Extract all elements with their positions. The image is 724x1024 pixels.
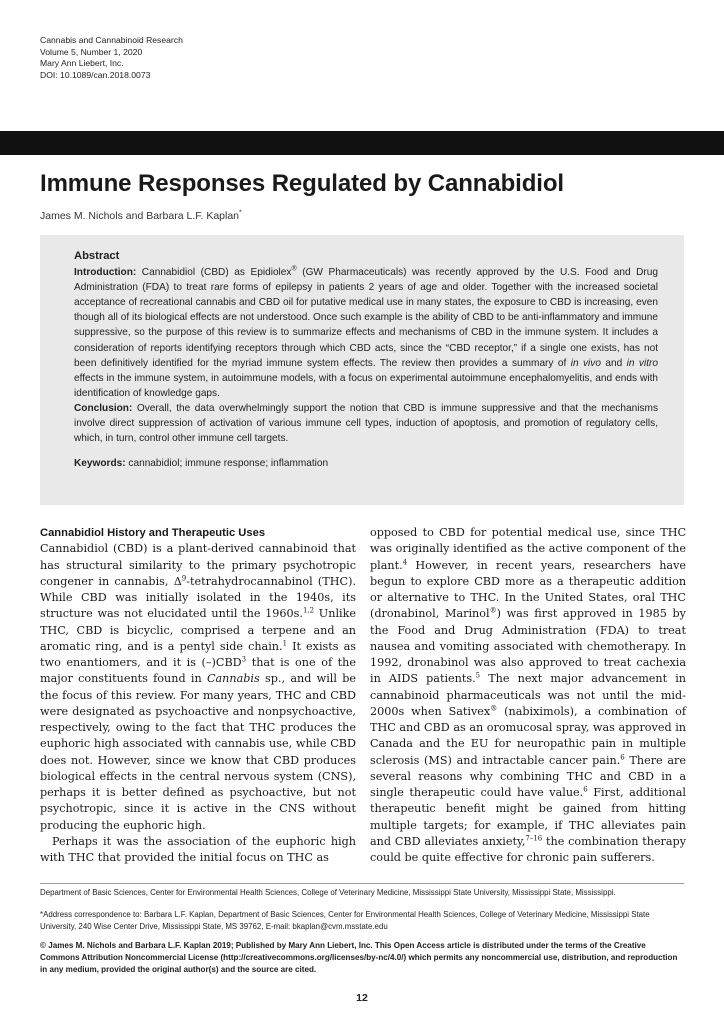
text-run: the <box>635 688 654 702</box>
authors <box>40 210 242 222</box>
body-column-left <box>40 525 356 866</box>
text-run <box>570 689 577 702</box>
intro-text-3: effects in the immune system, in autoimmune models, with a focus on experimental autoimmune encephalomyelitis, and ends with identification of knowledge gaps. <box>74 372 658 399</box>
text-run: component <box>586 542 650 556</box>
keywords-label: Keywords: <box>74 458 126 470</box>
registered-mark: ® <box>291 265 297 273</box>
citation: 6 <box>620 752 625 761</box>
text-run: In <box>504 591 517 604</box>
text-run: the <box>143 834 162 848</box>
text-run <box>533 559 541 572</box>
text-run: in <box>622 737 634 751</box>
text-run: mid-2000s <box>370 688 686 718</box>
text-run: States, <box>588 591 628 604</box>
intro-text-1: Cannabidiol (CBD) as Epidiolex <box>136 267 292 279</box>
text-run: (FDA) <box>595 623 630 637</box>
text-run: example, <box>496 818 548 832</box>
text-run: CBD <box>474 574 500 588</box>
text-run: as <box>510 542 524 556</box>
text-run: to <box>587 656 599 669</box>
text-run: begun <box>370 574 406 588</box>
abstract-heading: Abstract <box>74 250 120 262</box>
text-run: single <box>370 786 404 799</box>
text-run: of <box>653 542 664 556</box>
text-run <box>629 624 638 637</box>
article-title: Immune Responses Regulated by Cannabidiol <box>40 170 564 197</box>
text-run: use, <box>597 526 621 539</box>
text-run: provided <box>124 851 175 864</box>
text-run <box>541 689 548 702</box>
text-run: combination <box>568 834 639 848</box>
journal-name: Cannabis and Cannabinoid Research <box>40 35 183 45</box>
text-run: have <box>516 786 544 799</box>
text-run: several <box>370 769 411 783</box>
text-run: approved <box>528 656 583 669</box>
text-run: active <box>548 542 583 556</box>
affiliation: Department of Basic Sciences, Center for Environmental Health Sciences, College of Veterinary Medicine, Mississippi State University, Mississippi State, Mississippi. <box>40 883 684 897</box>
text-run: First, <box>593 786 624 799</box>
text-run: opposed <box>370 526 418 539</box>
text-run: CBD <box>628 769 654 783</box>
page-number: 12 <box>356 992 368 1004</box>
text-run <box>418 672 426 685</box>
text-run: in <box>675 721 687 734</box>
intro-and: and <box>600 357 627 369</box>
p1-text-c: Unlike THC, CBD is bicyclic, comprised a terpene and an aromatic ring, and is a pentyl side chain. <box>40 607 356 653</box>
text-run: Canada <box>370 737 413 751</box>
text-run: a <box>679 769 687 783</box>
in-vitro-term: in vitro <box>626 357 659 369</box>
text-run: chronic <box>526 851 569 864</box>
p1-text-b: -tetrahydrocannabinol (THC). While CBD was initially isolated in the 1940s, its structure was not elucidated until the 1960s. <box>40 574 357 621</box>
text-run: since <box>625 526 655 539</box>
text-run: THC <box>370 721 396 734</box>
text-run: oromucosal <box>486 721 553 734</box>
text-run: not <box>576 688 596 702</box>
citation: 1 <box>282 639 288 648</box>
text-run: with <box>40 851 65 864</box>
text-run: of <box>235 834 247 848</box>
body-column-right <box>370 525 686 866</box>
text-run: Sativex <box>448 704 491 718</box>
text-run: dronabinol <box>407 656 469 669</box>
text-run: CBD <box>439 526 465 539</box>
intro-label: Introduction: <box>74 267 137 279</box>
text-run: next <box>517 672 543 686</box>
text-run: therapeutic <box>568 574 635 588</box>
text-run: in <box>621 607 633 621</box>
text-run: also <box>500 656 524 669</box>
text-run: for <box>506 851 523 864</box>
text-run <box>493 624 502 637</box>
abstract-introduction <box>74 265 658 401</box>
text-run <box>553 802 563 815</box>
text-run: with <box>557 639 583 653</box>
text-run: nausea <box>370 639 411 653</box>
text-run: ) <box>496 607 501 621</box>
p1-text-e: that is one of the major constituents found in <box>40 656 356 686</box>
text-run: The <box>488 672 510 686</box>
citation: 4 <box>402 557 408 566</box>
text-run: reasons <box>418 769 463 783</box>
abstract-box <box>40 235 684 505</box>
text-run: explore <box>426 574 470 588</box>
body-paragraph-1 <box>40 541 356 834</box>
text-run: treat <box>658 623 686 637</box>
text-run: treat <box>603 656 632 669</box>
text-run: the <box>251 834 271 848</box>
keywords-text: cannabidiol; immune response; inflammation <box>125 458 329 470</box>
text-run: United <box>544 591 584 604</box>
body-paragraph-2 <box>40 834 356 867</box>
text-run: plant. <box>370 558 403 572</box>
text-run: originally <box>395 542 450 556</box>
text-run: a <box>556 574 564 588</box>
text-run: was <box>506 607 529 621</box>
text-run: for <box>474 818 491 832</box>
text-run: the <box>667 542 686 556</box>
text-run: the <box>446 737 465 751</box>
text-run: pain. <box>592 753 621 767</box>
text-run: combination <box>598 704 669 718</box>
section-heading: Cannabidiol History and Therapeutic Uses <box>40 527 266 539</box>
text-run <box>388 624 397 637</box>
text-run: There <box>629 753 663 767</box>
text-run: if <box>554 818 563 832</box>
text-run: could <box>370 851 401 864</box>
author-names: James M. Nichols and Barbara L.F. Kaplan <box>40 210 240 222</box>
text-run: Drug <box>464 623 493 637</box>
text-run: chemotherapy. <box>586 639 671 653</box>
text-run: are <box>667 753 686 767</box>
text-run: in <box>370 672 381 686</box>
text-run <box>529 802 539 815</box>
text-run: value. <box>549 786 584 799</box>
text-run: (nabiximols), <box>504 704 578 718</box>
text-run: initial <box>199 851 233 864</box>
text-run <box>593 770 600 783</box>
text-run: as <box>453 721 466 734</box>
text-run: approved <box>618 721 672 734</box>
text-run <box>493 770 500 783</box>
text-run: for <box>494 737 511 751</box>
text-run: THC <box>660 526 687 539</box>
text-run: alleviates <box>424 834 479 848</box>
text-run: benefit <box>445 802 486 816</box>
text-run: (dronabinol, <box>370 607 440 621</box>
text-run: euphoric <box>275 834 326 848</box>
text-run: pain <box>572 851 598 864</box>
text-run <box>488 559 496 572</box>
text-run: why <box>469 769 493 783</box>
text-run: pain <box>661 818 686 832</box>
text-run: potential <box>491 526 543 539</box>
text-run: addition <box>639 574 687 588</box>
text-run: the <box>546 834 565 848</box>
text-run: by <box>672 607 686 621</box>
text-run: Food <box>397 623 426 637</box>
citation: 6 <box>583 785 588 794</box>
text-run <box>436 802 446 815</box>
text-run <box>425 624 434 637</box>
text-run: multiple <box>639 737 687 751</box>
text-run: was <box>116 834 139 848</box>
text-run: and <box>370 834 392 848</box>
p1-text-f: sp., and will be the focus of this review. For many years, THC and CBD were designated as psychoactive and nonpsychoactive, respectively, owing to the fact that THC produces the euphoric high associated with cannabis use, while CBD does not. However, since we know that CBD produces biological effects in the central nervous system (CNS), perhaps it is better defined as psychoactive, but not psychotropic, since it is active in the CNS without producing the euphoric high. <box>40 672 356 832</box>
text-run: to <box>410 574 422 588</box>
text-run: THC <box>660 591 686 604</box>
text-run: multiple <box>370 818 417 832</box>
text-run: the <box>521 591 540 604</box>
text-run: Perhaps <box>52 834 98 848</box>
text-run: focus <box>236 851 267 864</box>
text-run: association <box>167 834 231 848</box>
text-run: AIDS <box>388 672 419 686</box>
journal-volume: Volume 5, Number 1, 2020 <box>40 46 143 57</box>
text-run <box>651 559 659 572</box>
text-run: In <box>674 639 687 653</box>
text-run <box>485 802 495 815</box>
body-paragraph-2-continued <box>370 525 686 866</box>
text-run: recent <box>496 558 533 572</box>
abstract-content <box>74 249 658 471</box>
citation: 7–16 <box>525 834 543 843</box>
text-run: Marinol <box>444 607 490 621</box>
text-run <box>381 672 389 685</box>
text-run: for <box>470 526 487 539</box>
text-run: and <box>599 769 621 783</box>
text-run: major <box>550 672 584 686</box>
text-run: was <box>592 721 615 734</box>
text-run: spray, <box>556 721 590 734</box>
text-run: have <box>659 558 687 572</box>
text-run: THC <box>68 851 95 864</box>
text-run: neuropathic <box>516 737 586 751</box>
text-run: or <box>370 591 383 604</box>
text-run: gained <box>562 802 602 816</box>
text-run: targets; <box>423 818 468 832</box>
text-run <box>638 802 648 815</box>
text-run: researchers <box>583 558 651 572</box>
text-run: and <box>399 721 421 734</box>
author-mark: * <box>239 209 242 217</box>
conclusion-text: Overall, the data overwhelmingly support the notion that CBD is immune suppressive and that the mechanisms involve direct suppression of activation of various immune cell types, induction of apoptosis, and promotion of regulatory cells, which, in turn, control other immune cell targets. <box>74 402 658 445</box>
text-run: hitting <box>648 802 687 816</box>
text-run <box>462 770 469 783</box>
text-run: therapeutic <box>409 786 476 799</box>
text-run <box>586 624 595 637</box>
text-run: that <box>97 851 121 864</box>
text-run <box>455 624 464 637</box>
text-run: combining <box>499 769 560 783</box>
text-run: and <box>434 623 456 637</box>
delta-superscript: 9 <box>181 574 187 583</box>
abstract-conclusion <box>74 401 658 446</box>
text-run: the <box>370 623 389 637</box>
text-run: EU <box>470 737 489 751</box>
text-run <box>649 624 658 637</box>
text-run: could <box>480 786 512 799</box>
text-run: CBD <box>423 721 450 734</box>
p1-text-d: It exists as two enantiomers, and it is (–)CBD <box>40 639 356 669</box>
text-run: cancer <box>549 753 588 767</box>
text-run: THC. <box>470 591 500 604</box>
text-run: a <box>584 704 592 718</box>
text-run: be <box>404 851 419 864</box>
text-run: was <box>547 688 570 702</box>
text-run <box>480 672 488 685</box>
text-run: high <box>330 834 356 848</box>
text-run: more <box>505 574 535 588</box>
citation: 5 <box>475 671 481 680</box>
license-notice: © James M. Nichols and Barbara L.F. Kaplan 2019; Published by Mary Ann Liebert, Inc. This Open Access article is distributed under the terms of the Creative Commons Attribution Noncommercial License (http://creativecommons.org/licenses/by-nc/4.0/) which permits any noncommercial use, distribution, and reproduction in any medium, provided the original author(s) and the source are cited. <box>40 941 678 974</box>
text-run: to <box>638 623 650 637</box>
text-run: (MS) <box>424 753 452 767</box>
p2-text-a <box>40 835 356 864</box>
citation: 1,2 <box>302 606 315 615</box>
registered-mark: ® <box>490 704 498 713</box>
text-run: years, <box>540 558 576 572</box>
p1-text-a: Cannabidiol (CBD) is a plant-derived cannabinoid that has structural similarity to the primary psychotropic congener in cannabis, Δ <box>40 542 356 588</box>
text-run: from <box>611 802 639 816</box>
text-run: when <box>411 704 442 718</box>
registered-mark: ® <box>489 606 497 615</box>
text-run: identified <box>453 542 507 556</box>
text-run: cachexia <box>636 656 687 669</box>
text-run: until <box>602 688 629 702</box>
text-run: was <box>473 656 496 669</box>
text-run <box>654 689 661 702</box>
text-run: effective <box>454 851 503 864</box>
text-run: and <box>414 639 436 653</box>
text-run: therapeutic <box>370 802 436 816</box>
text-run: was <box>370 542 392 556</box>
text-run: therapy <box>642 834 687 848</box>
text-run: vomiting <box>439 639 490 653</box>
text-run: as <box>539 574 552 588</box>
citation: 3 <box>241 655 247 664</box>
text-run: sufferers. <box>600 851 655 864</box>
text-run: an <box>469 721 484 734</box>
text-run: sclerosis <box>370 753 420 767</box>
text-run: cannabinoid <box>370 688 440 702</box>
text-run <box>442 705 449 718</box>
conclusion-label: Conclusion: <box>74 402 133 414</box>
cannabis-term: Cannabis <box>206 672 260 686</box>
header-bar <box>0 131 724 155</box>
text-run: of <box>675 704 687 718</box>
text-run: alleviates <box>601 818 655 832</box>
text-run: on <box>269 851 284 864</box>
text-run: pharmaceuticals <box>446 688 541 702</box>
text-run: to <box>453 591 466 604</box>
text-run: be <box>538 802 553 816</box>
text-run: in <box>476 558 488 572</box>
text-run: the <box>177 851 197 864</box>
text-run: additional <box>629 786 686 799</box>
text-run: Administration <box>501 623 587 637</box>
text-run: approved <box>563 607 617 621</box>
text-run: However, <box>415 558 469 572</box>
text-run <box>559 770 566 783</box>
text-run: 1992, <box>370 656 403 669</box>
text-run: alternative <box>387 591 449 604</box>
text-run: advancement <box>591 672 668 686</box>
text-run <box>469 559 477 572</box>
text-run <box>667 672 675 685</box>
text-run: first <box>534 607 558 621</box>
text-run: medical <box>547 526 592 539</box>
text-run: pain <box>591 737 617 751</box>
journal-publisher: Mary Ann Liebert, Inc. <box>40 58 124 69</box>
text-run: and <box>456 753 478 767</box>
intro-text-2: (GW Pharmaceuticals) was recently approved by the U.S. Food and Drug Administration (FDA) to treat rare forms of epilepsy in patients 2 years of age and older. Together with the increased societal acceptance of recreational cannabis and CBD oil for putative medical use in many states, the exposure to CBD is increasing, even though all of its biological effects are not understood. Once such example is the ability of CBD to be anti-inflammatory and immune suppressive, so the purpose of this review is to summarize effects and mechanisms of CBD in the immune system. It includes a consideration of reports identifying receptors through which CBD acts, since the “CBD receptor,” if a single one exists, has not been definitively identified for the myriad immune system effects. The review then provides a summary of <box>74 267 658 369</box>
text-run: THC <box>566 769 593 783</box>
text-run <box>439 689 446 702</box>
text-run: anxiety, <box>482 834 526 848</box>
text-run: in <box>675 672 687 686</box>
text-run: might <box>495 802 529 816</box>
text-run: 1985 <box>638 607 667 621</box>
text-run <box>510 672 518 685</box>
text-run <box>601 802 611 815</box>
text-run: it <box>103 834 112 848</box>
text-run: oral <box>632 591 656 604</box>
text-run: and <box>419 737 441 751</box>
text-run: CBD <box>394 834 421 848</box>
text-run: intractable <box>482 753 545 767</box>
in-vivo-term: in vivo <box>570 357 601 369</box>
journal-info <box>40 35 183 81</box>
journal-doi: DOI: 10.1089/can.2018.0073 <box>40 69 151 80</box>
correspondence: *Address correspondence to: Barbara L.F. Kaplan, Department of Basic Sciences, Center for Environmental Health Sciences, College of Veterinary Medicine, Mississippi State University, 240 Wise Center Drive, Mississippi State, MS 39762, E-mail: bkaplan@cvm.msstate.edu <box>40 910 650 931</box>
text-run: to <box>422 526 434 539</box>
text-run: patients. <box>426 672 476 686</box>
text-run: associated <box>493 639 554 653</box>
text-run: in <box>661 769 673 783</box>
text-run <box>591 705 598 718</box>
text-run: quite <box>421 851 451 864</box>
text-run: the <box>526 542 546 556</box>
text-run: THC <box>568 818 595 832</box>
text-run: THC <box>287 851 313 864</box>
text-run: as <box>316 851 329 864</box>
keywords <box>74 456 658 471</box>
